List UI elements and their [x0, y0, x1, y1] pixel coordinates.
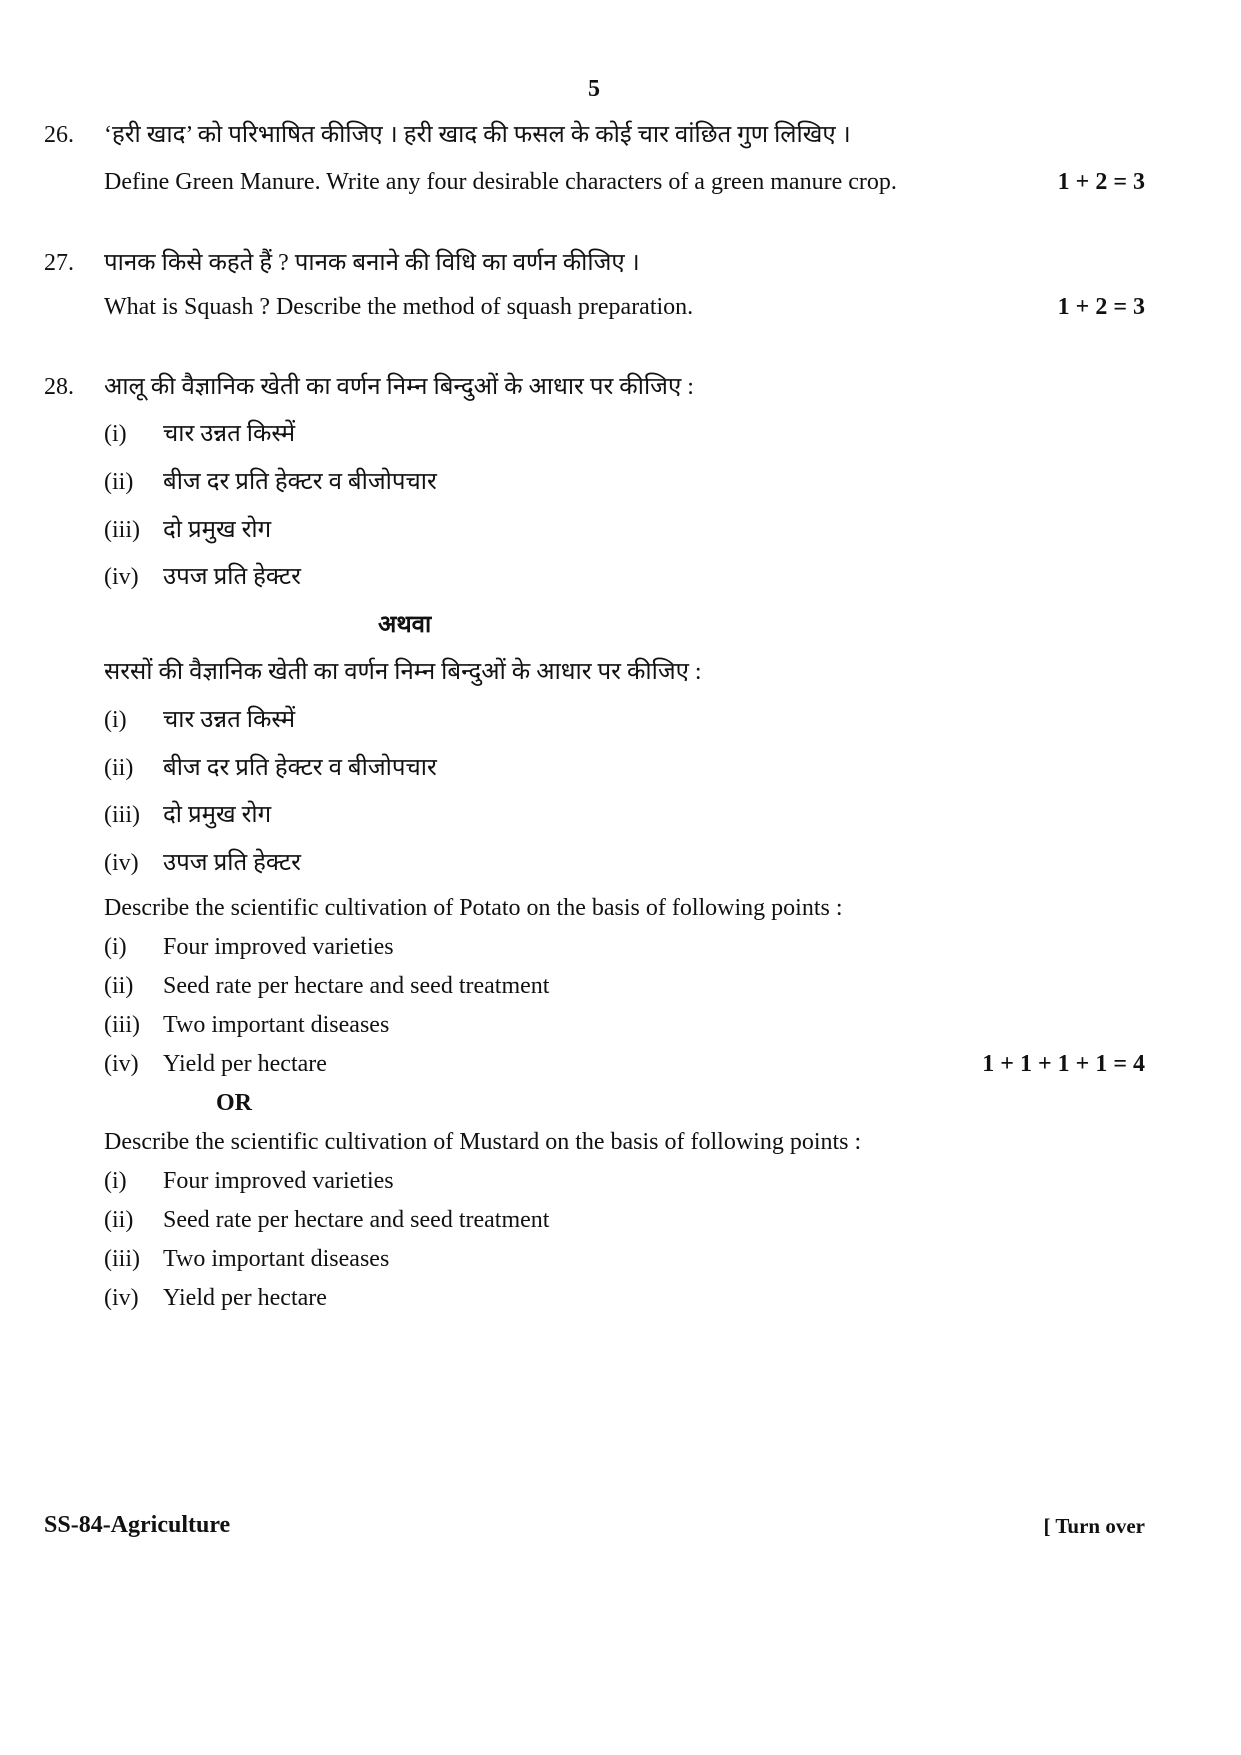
- list-item-number: (iv): [104, 850, 139, 876]
- list-item: Yield per hectare: [163, 1285, 327, 1311]
- question-number: 27.: [44, 250, 74, 276]
- list-item-number: (ii): [104, 973, 134, 999]
- question-english-mustard: Describe the scientific cultivation of Mustard on the basis of following points :: [104, 1129, 862, 1155]
- question-english: What is Squash ? Describe the method of squash preparation.: [104, 294, 694, 320]
- question-number: 28.: [44, 374, 74, 400]
- list-item-number: (ii): [104, 755, 134, 781]
- question-marks: 1 + 2 = 3: [1057, 169, 1145, 195]
- paper-code: SS-84-Agriculture: [44, 1512, 231, 1538]
- list-item-number: (ii): [104, 469, 134, 495]
- turn-over-note: [ Turn over: [1043, 1514, 1145, 1538]
- list-item: चार उन्नत किस्में: [163, 421, 296, 447]
- list-item: उपज प्रति हेक्टर: [163, 850, 301, 876]
- list-item: दो प्रमुख रोग: [163, 517, 272, 543]
- list-item-number: (iii): [104, 1246, 140, 1272]
- list-item: Four improved varieties: [163, 934, 394, 960]
- list-item-number: (i): [104, 934, 127, 960]
- question-marks: 1 + 1 + 1 + 1 = 4: [982, 1051, 1145, 1077]
- list-item-number: (ii): [104, 1207, 134, 1233]
- list-item-number: (iv): [104, 1051, 139, 1077]
- list-item: Two important diseases: [163, 1246, 390, 1272]
- question-english: Define Green Manure. Write any four desirable characters of a green manure crop.: [104, 169, 897, 195]
- question-hindi-potato: आलू की वैज्ञानिक खेती का वर्णन निम्न बिन्दुओं के आधार पर कीजिए :: [104, 374, 694, 400]
- list-item: बीज दर प्रति हेक्टर व बीजोपचार: [163, 755, 437, 781]
- list-item-number: (iii): [104, 1012, 140, 1038]
- question-hindi-mustard: सरसों की वैज्ञानिक खेती का वर्णन निम्न बिन्दुओं के आधार पर कीजिए :: [104, 659, 702, 685]
- list-item: Four improved varieties: [163, 1168, 394, 1194]
- list-item: Seed rate per hectare and seed treatment: [163, 1207, 550, 1233]
- list-item: दो प्रमुख रोग: [163, 802, 272, 828]
- list-item: बीज दर प्रति हेक्टर व बीजोपचार: [163, 469, 437, 495]
- list-item-number: (iv): [104, 1285, 139, 1311]
- or-separator-english: OR: [216, 1090, 252, 1116]
- list-item: Seed rate per hectare and seed treatment: [163, 973, 550, 999]
- question-hindi: ‘हरी खाद’ को परिभाषित कीजिए । हरी खाद की फसल के कोई चार वांछित गुण लिखिए ।: [104, 122, 851, 148]
- or-separator-hindi: अथवा: [378, 612, 432, 638]
- question-english-potato: Describe the scientific cultivation of Potato on the basis of following points :: [104, 895, 843, 921]
- list-item-number: (i): [104, 707, 127, 733]
- list-item-number: (iii): [104, 517, 140, 543]
- list-item: चार उन्नत किस्में: [163, 707, 296, 733]
- list-item: उपज प्रति हेक्टर: [163, 564, 301, 590]
- list-item-number: (iii): [104, 802, 140, 828]
- list-item-number: (i): [104, 421, 127, 447]
- list-item-number: (i): [104, 1168, 127, 1194]
- list-item: Yield per hectare: [163, 1051, 327, 1077]
- question-number: 26.: [44, 122, 74, 148]
- question-marks: 1 + 2 = 3: [1057, 294, 1145, 320]
- page-number: 5: [588, 76, 600, 102]
- list-item: Two important diseases: [163, 1012, 390, 1038]
- question-hindi: पानक किसे कहते हैं ? पानक बनाने की विधि का वर्णन कीजिए ।: [104, 250, 640, 276]
- list-item-number: (iv): [104, 564, 139, 590]
